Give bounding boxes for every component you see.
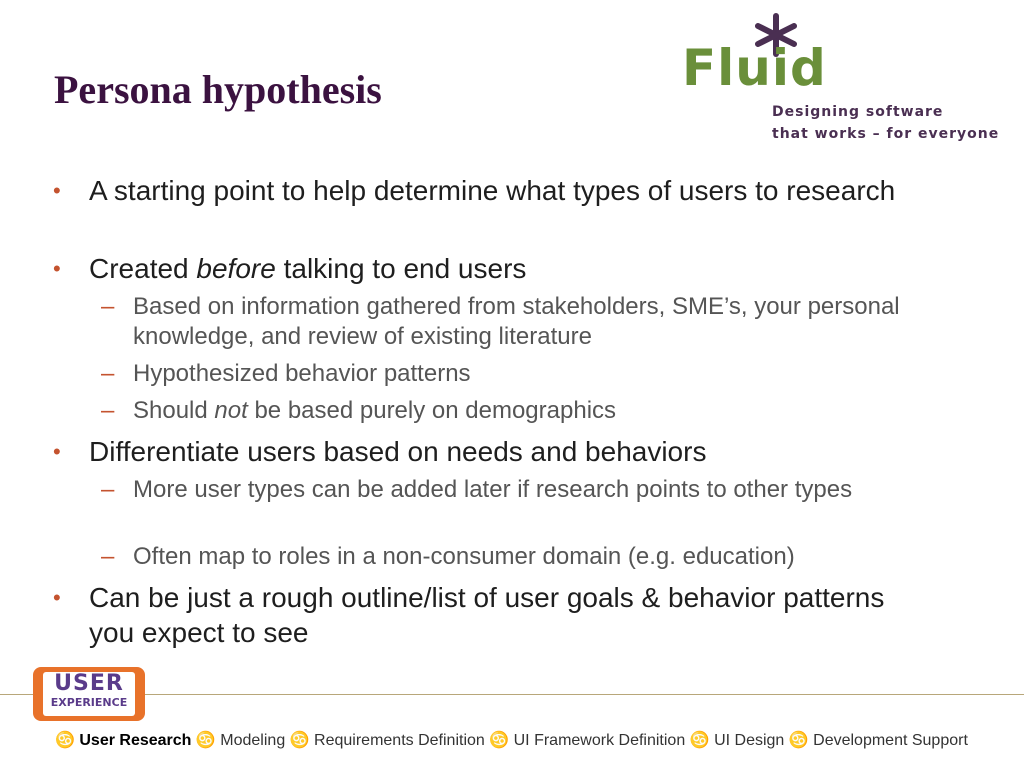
separator-icon: ♋ bbox=[788, 732, 809, 749]
user-experience-logo bbox=[33, 667, 145, 721]
sub-bullet-item: – More user types can be added later if research points to other types bbox=[133, 475, 933, 505]
bullet-item: • A starting point to help determine what types of users to research bbox=[89, 173, 929, 208]
bullet-emphasis: before bbox=[196, 253, 276, 284]
breadcrumb-step: Modeling bbox=[220, 732, 286, 749]
separator-icon: ♋ bbox=[689, 732, 710, 749]
breadcrumb-step: Requirements Definition bbox=[314, 732, 485, 749]
bullet-item: • Can be just a rough outline/list of user goals & behavior patterns you expect to see bbox=[89, 580, 929, 650]
sub-bullet-item: – Based on information gathered from stakeholders, SME’s, your personal knowledge, and review of existing literature bbox=[133, 292, 933, 352]
separator-icon: ♋ bbox=[289, 732, 310, 749]
breadcrumb-step: UI Framework Definition bbox=[513, 732, 686, 749]
breadcrumb-step: UI Design bbox=[714, 732, 785, 749]
separator-icon: ♋ bbox=[195, 732, 216, 749]
slide-title: Persona hypothesis bbox=[54, 67, 382, 112]
breadcrumb-step-current: User Research bbox=[79, 732, 192, 749]
separator-icon: ♋ bbox=[55, 732, 75, 749]
logo-tagline-line1: Designing software bbox=[772, 104, 944, 120]
bullet-item: • Differentiate users based on needs and behaviors bbox=[89, 434, 929, 469]
sub-bullet-text: be based purely on demographics bbox=[247, 397, 617, 424]
fluid-logo-word: Fluid bbox=[682, 39, 827, 97]
sub-bullet-emphasis: not bbox=[214, 397, 248, 424]
logo-tagline-line2: that works – for everyone bbox=[772, 126, 1000, 142]
user-experience-logo-inner bbox=[43, 672, 135, 716]
bullet-item bbox=[89, 251, 929, 286]
sub-bullet-item: – Often map to roles in a non-consumer domain (e.g. education) bbox=[133, 542, 933, 572]
bullet-text: Created bbox=[89, 253, 197, 284]
badge-line2: EXPERIENCE bbox=[50, 696, 128, 709]
footer-divider bbox=[0, 694, 1024, 695]
sub-bullet-text: Should bbox=[133, 397, 215, 424]
badge-line1: USER bbox=[54, 671, 124, 696]
process-breadcrumb bbox=[55, 731, 995, 751]
separator-icon: ♋ bbox=[489, 732, 510, 749]
sub-bullet-item bbox=[133, 396, 933, 426]
sub-bullet-item: – Hypothesized behavior patterns bbox=[133, 359, 933, 389]
bullet-text: talking to end users bbox=[275, 253, 527, 284]
breadcrumb-step: Development Support bbox=[813, 732, 968, 749]
